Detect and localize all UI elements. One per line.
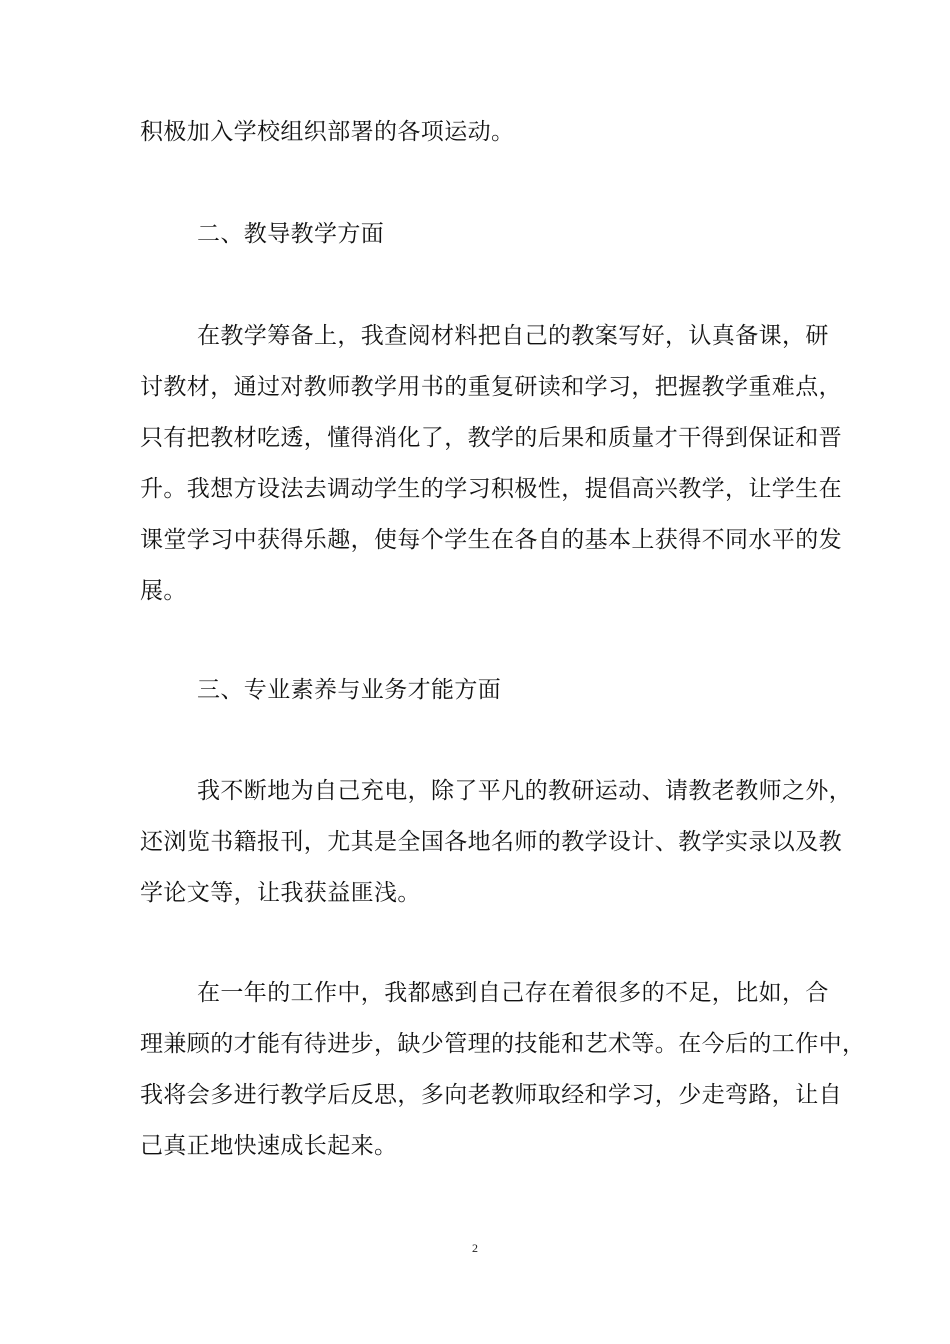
- paragraph-teaching-line: 在教学筹备上，我查阅材料把自己的教案写好，认真备课，研: [197, 323, 829, 349]
- section-heading-teaching: 二、教导教学方面: [197, 221, 385, 247]
- paragraph-reflection-line: 我将会多进行教学后反思，多向老教师取经和学习，少走弯路，让自: [140, 1082, 842, 1108]
- paragraph-professional-line: 我不断地为自己充电，除了平凡的教研运动、请教老教师之外，: [197, 778, 853, 804]
- paragraph-teaching-line: 讨教材，通过对教师教学用书的重复研读和学习，把握教学重难点，: [140, 374, 842, 400]
- paragraph-professional-line: 学论文等，让我获益匪浅。: [140, 880, 421, 906]
- page-number: 2: [472, 1241, 478, 1255]
- paragraph-teaching-line: 展。: [140, 578, 187, 604]
- paragraph-continuation-line: 积极加入学校组织部署的各项运动。: [140, 119, 515, 145]
- paragraph-teaching-line: 课堂学习中获得乐趣，使每个学生在各自的基本上获得不同水平的发: [140, 527, 842, 553]
- paragraph-teaching-line: 只有把教材吃透，懂得消化了，教学的后果和质量才干得到保证和晋: [140, 425, 842, 451]
- paragraph-reflection-line: 理兼顾的才能有待进步，缺少管理的技能和艺术等。在今后的工作中，: [140, 1031, 866, 1057]
- paragraph-reflection-line: 己真正地快速成长起来。: [140, 1133, 398, 1159]
- paragraph-reflection-line: 在一年的工作中，我都感到自己存在着很多的不足，比如，合: [197, 980, 829, 1006]
- paragraph-teaching-line: 升。我想方设法去调动学生的学习积极性，提倡高兴教学，让学生在: [140, 476, 842, 502]
- section-heading-professional: 三、专业素养与业务才能方面: [197, 677, 502, 703]
- paragraph-professional-line: 还浏览书籍报刊，尤其是全国各地名师的教学设计、教学实录以及教: [140, 829, 842, 855]
